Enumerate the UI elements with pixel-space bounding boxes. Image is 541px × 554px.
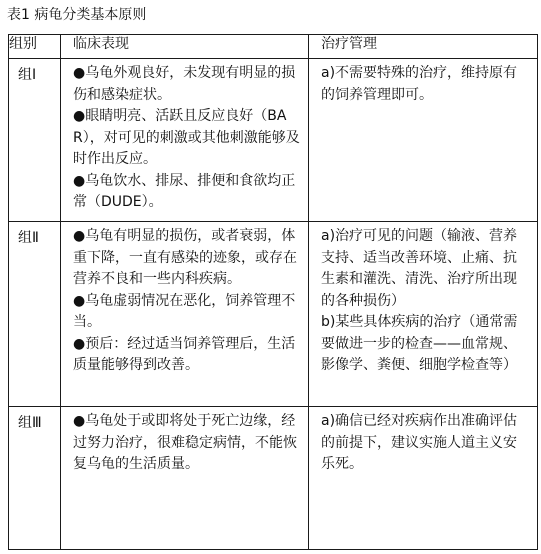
- clinical-item: ●眼睛明亮、活跃且反应良好（BAR），对可见的刺激或其他刺激能够及时作出反应。: [73, 108, 300, 167]
- clinical-item: ●乌龟外观良好，未发现有明显的损伤和感染症状。: [73, 65, 296, 103]
- table-caption: 表1 病龟分类基本原则: [7, 7, 147, 23]
- clinical-item: ●预后：经过适当饲养管理后，生活质量能够得到改善。: [73, 335, 296, 373]
- clinical-item: ●乌龟有明显的损伤，或者衰弱，体重下降，一直有感染的迹象，或存在营养不良和一些内科疾病。: [73, 228, 297, 287]
- table-row: [9, 222, 538, 407]
- treatment-item: a)确信已经对疾病作出准确评估的前提下，建议实施人道主义安乐死。: [321, 413, 518, 472]
- treatment-cell: [309, 407, 538, 550]
- clinical-cell: [61, 222, 309, 407]
- clinical-item: ●乌龟处于或即将处于死亡边缘，经过努力治疗，很难稳定病情，不能恢复乌龟的生活质量。: [73, 413, 297, 472]
- header-clinical: 临床表现: [61, 35, 309, 59]
- clinical-cell: [61, 59, 309, 222]
- header-treatment: 治疗管理: [309, 35, 538, 59]
- treatment-cell: [309, 222, 538, 407]
- treatment-item: a)不需要特殊的治疗，维持原有的饲养管理即可。: [321, 65, 518, 103]
- group-label: 组Ⅰ: [9, 59, 61, 222]
- clinical-cell: [61, 407, 309, 550]
- table-header-row: [9, 35, 538, 59]
- treatment-item: b)某些具体疾病的治疗（通常需要做进一步的检查——血常规、影像学、粪便、细胞学检查等）: [321, 314, 518, 373]
- table-row: [9, 59, 538, 222]
- group-label: 组Ⅱ: [9, 222, 61, 407]
- clinical-item: ●乌龟虚弱情况在恶化，饲养管理不当。: [73, 292, 296, 330]
- table-row: [9, 407, 538, 550]
- group-label: 组Ⅲ: [9, 407, 61, 550]
- clinical-item: ●乌龟饮水、排尿、排便和食欲均正常（DUDE）。: [73, 172, 296, 210]
- header-group: 组别: [9, 35, 61, 59]
- treatment-cell: [309, 59, 538, 222]
- classification-table: [8, 34, 538, 550]
- treatment-item: a)治疗可见的问题（输液、营养支持、适当改善环境、止痛、抗生素和灌洗、清洗、治疗所出现的各种损伤）: [321, 228, 518, 309]
